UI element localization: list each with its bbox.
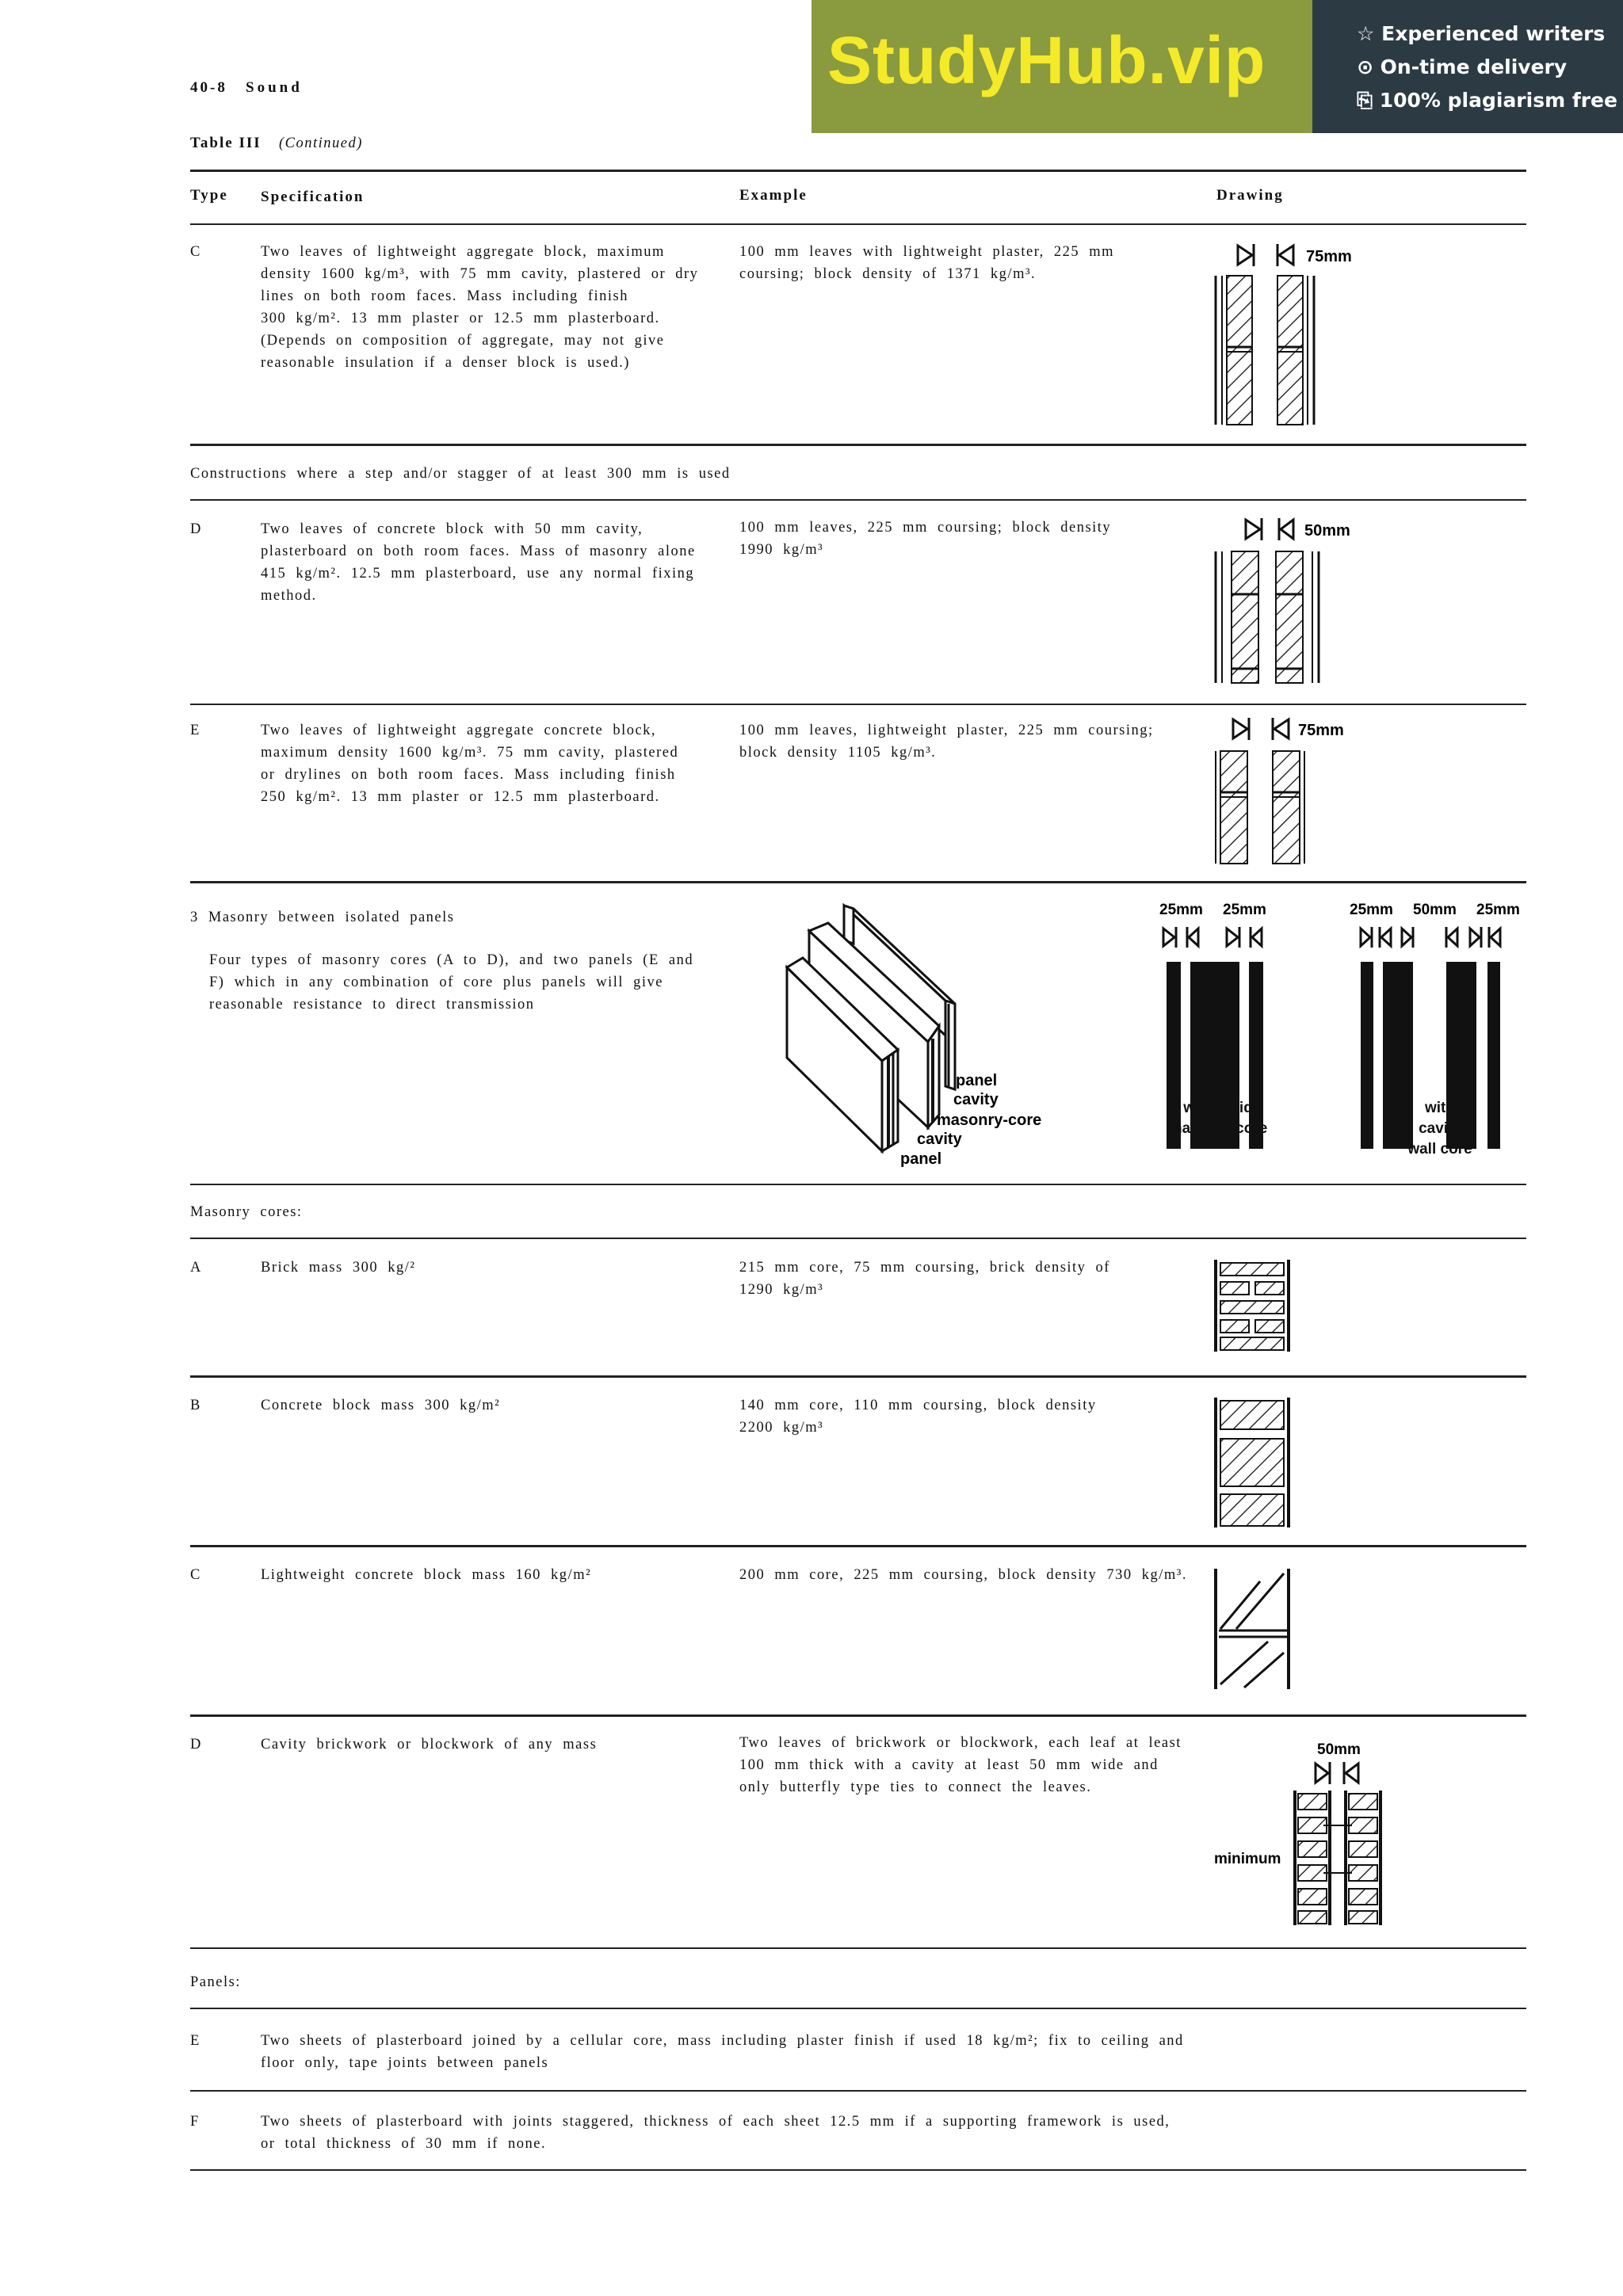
- col-header-drawing: Drawing: [1216, 187, 1284, 204]
- core-d-minimum-label: minimum: [1214, 1851, 1281, 1867]
- row-d-drawing: [1205, 513, 1363, 688]
- panel-f-type: F: [190, 2114, 200, 2130]
- row-d-spec: Two leaves of concrete block with 50 mm cavity, plasterboard on both room faces. Mass of masonry alone 415 kg/m². 12.5 mm plasterboard, use any normal fixing method.: [261, 521, 696, 604]
- panel-e-text: Two sheets of plasterboard joined by a cellular core, mass including plaster finish if used 18 kg/m²; fix to ceiling and floor only, tape joints between panels: [261, 2033, 1184, 2071]
- banner-feature-delivery: ⊙ On-time delivery: [1357, 55, 1568, 78]
- row-d-example: 100 mm leaves, 225 mm coursing; block density 1990 kg/m³: [739, 520, 1112, 558]
- row-e-drawing: [1205, 713, 1363, 871]
- solid-dim-1: 25mm: [1159, 902, 1203, 918]
- col-header-type: Type: [190, 187, 228, 204]
- table-caption-label: Table III: [190, 135, 262, 151]
- cores-heading: Masonry cores:: [190, 1204, 303, 1220]
- banner-feature-plagiarism: ⎘ 100% plagiarism free: [1357, 89, 1617, 112]
- row-d-drawing-label: 50mm: [1304, 522, 1350, 540]
- row-d-bottom-rule: [190, 704, 1526, 705]
- cavity-dim-1: 25mm: [1350, 902, 1393, 918]
- solid-dim-2: 25mm: [1223, 902, 1266, 918]
- iso-label-cavity-1: cavity: [953, 1091, 999, 1108]
- row-e-drawing-label: 75mm: [1298, 722, 1344, 739]
- core-b-type: B: [190, 1398, 201, 1413]
- isolated-panels-drawing: [781, 899, 1074, 1169]
- cavity-dim-3: 25mm: [1476, 902, 1520, 918]
- panel-e-type: E: [190, 2033, 200, 2049]
- cores-heading-rule: [190, 1238, 1526, 1239]
- row-c-type: C: [190, 244, 201, 260]
- col-header-specification: Specification: [261, 189, 365, 205]
- row-e-bottom-rule: [190, 881, 1526, 883]
- core-a-drawing: [1205, 1258, 1300, 1353]
- section3-description: Four types of masonry cores (A to D), and two panels (E and F) which in any combination of core plus panels will give reasonable resistance to direct transmission: [209, 952, 694, 1013]
- step-stagger-note: Constructions where a step and/or stagger of at least 300 mm is used: [190, 466, 731, 482]
- core-c-spec: Lightweight concrete block mass 160 kg/m²: [261, 1567, 592, 1583]
- row-d-type: D: [190, 521, 202, 537]
- section3-heading: 3 Masonry between isolated panels: [190, 910, 455, 925]
- iso-label-panel-2: panel: [900, 1150, 942, 1168]
- core-a-spec: Brick mass 300 kg/²: [261, 1260, 416, 1276]
- core-c-type: C: [190, 1567, 201, 1583]
- core-b-drawing: [1205, 1394, 1300, 1529]
- core-b-bottom-rule: [190, 1545, 1526, 1547]
- banner-feature-writers: ☆ Experienced writers: [1357, 22, 1606, 45]
- core-d-example: Two leaves of brickwork or blockwork, each leaf at least 100 mm thick with a cavity at least 50 mm wide and only butterfly type ties to connect the leaves.: [739, 1735, 1182, 1795]
- core-d-spec: Cavity brickwork or blockwork of any mass: [261, 1737, 598, 1753]
- core-d-drawing: [1205, 1735, 1395, 1933]
- core-b-example: 140 mm core, 110 mm coursing, block density 2200 kg/m³: [739, 1398, 1097, 1436]
- panels-heading: Panels:: [190, 1974, 241, 1990]
- table-caption-continued: (Continued): [279, 135, 363, 151]
- core-a-type: A: [190, 1260, 202, 1276]
- row-c-bottom-rule: [190, 444, 1526, 446]
- header-bottom-rule: [190, 223, 1526, 225]
- page-section: Sound: [246, 79, 303, 96]
- core-c-bottom-rule: [190, 1714, 1526, 1717]
- page-number: 40-8: [190, 79, 227, 96]
- panel-e-bottom-rule: [190, 2090, 1526, 2092]
- core-c-drawing: [1205, 1566, 1300, 1692]
- core-c-example: 200 mm core, 225 mm coursing, block density 730 kg/m³.: [739, 1567, 1187, 1583]
- row-c-drawing: [1205, 238, 1363, 428]
- panel-f-text: Two sheets of plasterboard with joints staggered, thickness of each sheet 12.5 mm if a supporting framework is used, or total thickness of 30 mm if none.: [261, 2114, 1170, 2152]
- cavity-core-caption: with cavity wall core: [1407, 1100, 1472, 1158]
- iso-label-masonry-core: masonry-core: [937, 1112, 1042, 1129]
- section3-bottom-rule: [190, 1184, 1526, 1185]
- col-header-example: Example: [739, 187, 808, 204]
- table-top-rule: [190, 170, 1526, 172]
- iso-label-cavity-2: cavity: [917, 1131, 962, 1148]
- panels-heading-rule: [190, 2008, 1526, 2009]
- row-e-type: E: [190, 723, 200, 738]
- iso-label-panel-1: panel: [956, 1072, 998, 1089]
- row-c-drawing-label: 75mm: [1306, 248, 1352, 265]
- table-bottom-rule: [190, 2169, 1526, 2171]
- row-e-example: 100 mm leaves, lightweight plaster, 225 mm coursing; block density 1105 kg/m³.: [739, 723, 1154, 761]
- cavity-dim-2: 50mm: [1413, 902, 1457, 918]
- core-d-type: D: [190, 1737, 202, 1753]
- ad-banner[interactable]: [812, 0, 1623, 133]
- row-c-spec: Two leaves of lightweight aggregate block, maximum density 1600 kg/m³, with 75 mm cavity, plastered or dry lines on both room faces. Mass including finish 300 kg/m². 13 mm plaster or 12.5 mm plasterboard. (Depends on composition of aggregate, may not give reasonable insulation if a denser block is used.): [261, 244, 699, 371]
- row-c-example: 100 mm leaves with lightweight plaster, 225 mm coursing; block density of 1371 kg/m³.: [739, 244, 1115, 282]
- banner-logo[interactable]: StudyHub.vip: [827, 23, 1266, 97]
- core-a-bottom-rule: [190, 1375, 1526, 1378]
- solid-core-caption: with solid masonry core: [1168, 1100, 1268, 1137]
- core-b-spec: Concrete block mass 300 kg/m²: [261, 1398, 501, 1413]
- core-a-example: 215 mm core, 75 mm coursing, brick density of 1290 kg/m³: [739, 1260, 1110, 1298]
- step-note-rule: [190, 499, 1526, 501]
- core-d-dim-label: 50mm: [1317, 1741, 1361, 1758]
- core-d-bottom-rule: [190, 1947, 1526, 1949]
- row-e-spec: Two leaves of lightweight aggregate concrete block, maximum density 1600 kg/m³. 75 mm cavity, plastered or drylines on both room faces. Mass including finish 250 kg/m². 13 mm plaster or 12.5 mm plasterboard.: [261, 723, 679, 805]
